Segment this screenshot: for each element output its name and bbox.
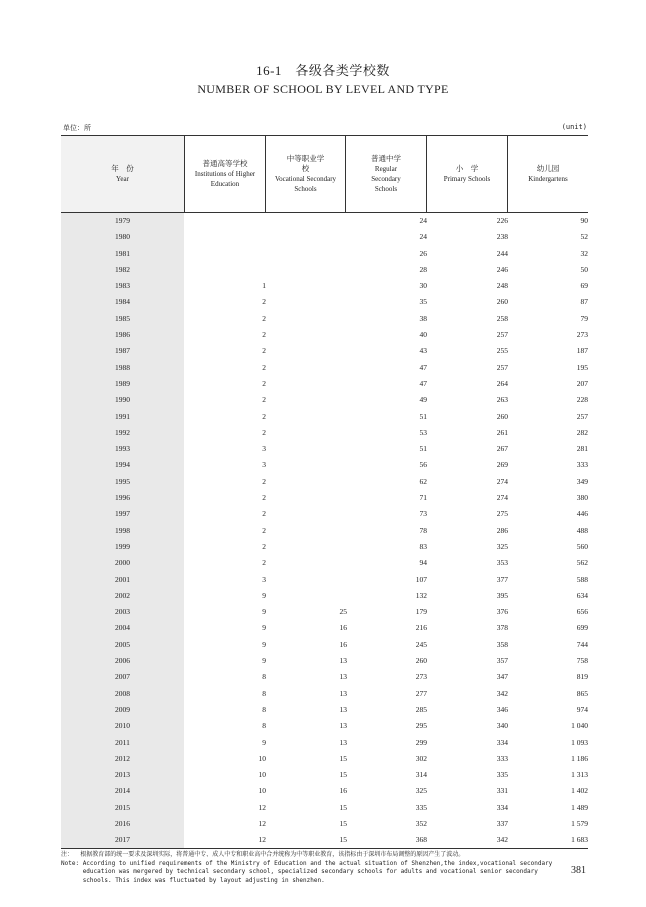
- cell-regular: 56: [419, 460, 427, 470]
- cell-higher: 9: [262, 607, 266, 617]
- cell-vocational: 15: [339, 818, 347, 828]
- cell-primary: 261: [496, 427, 508, 437]
- cell-kindergarten: 758: [576, 656, 588, 666]
- table-row: [61, 718, 588, 734]
- header-year-en: Year: [116, 175, 129, 183]
- cell-primary: 274: [496, 493, 508, 503]
- cell-kindergarten: 1 040: [571, 721, 588, 731]
- cell-year: 2008: [115, 688, 130, 698]
- cell-kindergarten: 187: [576, 346, 588, 356]
- header-regular-en: Regular Secondary Schools: [371, 165, 401, 193]
- cell-year: 1985: [115, 313, 130, 323]
- cell-kindergarten: 69: [580, 281, 588, 291]
- cell-year: 2009: [115, 704, 130, 714]
- cell-regular: 352: [415, 818, 427, 828]
- cell-primary: 334: [496, 737, 508, 747]
- cell-kindergarten: 207: [576, 378, 588, 388]
- table-row: [61, 409, 588, 425]
- header-year-cn: 年 份: [111, 164, 134, 173]
- cell-higher: 9: [262, 639, 266, 649]
- cell-year: 1979: [115, 216, 130, 225]
- cell-primary: 275: [496, 509, 508, 519]
- cell-higher: 10: [258, 786, 266, 796]
- table-row: [61, 490, 588, 506]
- cell-regular: 38: [419, 313, 427, 323]
- cell-higher: 2: [262, 378, 266, 388]
- cell-regular: 302: [415, 753, 427, 763]
- table-row: [61, 572, 588, 588]
- cell-kindergarten: 588: [576, 574, 588, 584]
- table-row: [61, 702, 588, 718]
- cell-higher: 9: [262, 656, 266, 666]
- cell-regular: 132: [415, 590, 427, 600]
- cell-regular: 285: [415, 704, 427, 714]
- cell-year: 2013: [115, 770, 130, 780]
- cell-kindergarten: 699: [576, 623, 588, 633]
- cell-primary: 257: [496, 330, 508, 340]
- cell-year: 2017: [115, 835, 130, 845]
- cell-regular: 43: [419, 346, 427, 356]
- cell-regular: 49: [419, 395, 427, 405]
- cell-kindergarten: 349: [576, 476, 588, 486]
- cell-primary: 377: [496, 574, 508, 584]
- note-label-cn: 注：: [61, 851, 74, 858]
- cell-primary: 357: [496, 656, 508, 666]
- cell-higher: 2: [262, 493, 266, 503]
- cell-higher: 2: [262, 427, 266, 437]
- table-row: [61, 246, 588, 262]
- cell-regular: 24: [419, 232, 427, 242]
- cell-primary: 264: [496, 378, 508, 388]
- table-row: [61, 457, 588, 473]
- cell-regular: 71: [419, 493, 427, 503]
- cell-year: 1986: [115, 330, 130, 340]
- cell-year: 1995: [115, 476, 130, 486]
- cell-higher: 1: [262, 281, 266, 291]
- cell-primary: 255: [496, 346, 508, 356]
- cell-higher: 12: [258, 802, 266, 812]
- cell-regular: 94: [419, 558, 427, 568]
- cell-higher: 2: [262, 558, 266, 568]
- cell-vocational: 25: [339, 607, 347, 617]
- cell-kindergarten: 446: [576, 509, 588, 519]
- header-regular: [346, 136, 426, 212]
- cell-year: 2001: [115, 574, 130, 584]
- cell-year: 1981: [115, 248, 130, 258]
- table-row: [61, 262, 588, 278]
- cell-regular: 53: [419, 427, 427, 437]
- cell-regular: 314: [415, 770, 427, 780]
- cell-regular: 260: [415, 656, 427, 666]
- cell-higher: 2: [262, 330, 266, 340]
- cell-higher: 2: [262, 509, 266, 519]
- cell-year: 1993: [115, 444, 130, 454]
- cell-primary: 378: [496, 623, 508, 633]
- cell-kindergarten: 1 093: [571, 737, 588, 747]
- cell-kindergarten: 488: [576, 525, 588, 535]
- header-higher-cn: 普通高等学校: [202, 159, 248, 168]
- cell-regular: 28: [419, 264, 427, 274]
- cell-primary: 358: [496, 639, 508, 649]
- table-title-cn: 16-1 各级各类学校数: [256, 63, 390, 78]
- cell-vocational: 13: [339, 656, 347, 666]
- cell-primary: 340: [496, 721, 508, 731]
- cell-kindergarten: 562: [576, 558, 588, 568]
- cell-primary: 263: [496, 395, 508, 405]
- cell-kindergarten: 87: [580, 297, 588, 307]
- cell-higher: 10: [258, 770, 266, 780]
- cell-regular: 62: [419, 476, 427, 486]
- header-kindergarten-cn: 幼儿园: [536, 164, 560, 173]
- cell-kindergarten: 865: [576, 688, 588, 698]
- cell-primary: 395: [496, 590, 508, 600]
- table-body: [61, 213, 588, 849]
- cell-kindergarten: 1 579: [571, 818, 588, 828]
- header-primary-en: Primary Schools: [443, 175, 491, 183]
- cell-primary: 244: [496, 248, 508, 258]
- header-primary-cn: 小 学: [455, 164, 479, 173]
- cell-kindergarten: 195: [576, 362, 588, 372]
- footnote: [61, 851, 561, 885]
- table-row: [61, 392, 588, 408]
- cell-regular: 368: [415, 835, 427, 845]
- cell-kindergarten: 273: [576, 330, 588, 340]
- table-row: [61, 555, 588, 571]
- cell-regular: 47: [419, 378, 427, 388]
- cell-year: 2002: [115, 590, 130, 600]
- cell-vocational: 16: [339, 786, 347, 796]
- cell-regular: 24: [419, 216, 427, 225]
- cell-primary: 334: [496, 802, 508, 812]
- cell-higher: 3: [262, 460, 266, 470]
- table-row: [61, 474, 588, 490]
- cell-higher: 2: [262, 525, 266, 535]
- header-vocational: [266, 136, 345, 212]
- cell-higher: 2: [262, 411, 266, 421]
- cell-regular: 40: [419, 330, 427, 340]
- cell-higher: 9: [262, 623, 266, 633]
- cell-regular: 30: [419, 281, 427, 291]
- cell-year: 2012: [115, 753, 130, 763]
- cell-primary: 226: [496, 216, 508, 225]
- cell-vocational: 15: [339, 770, 347, 780]
- table-row: [61, 376, 588, 392]
- cell-higher: 2: [262, 541, 266, 551]
- cell-primary: 238: [496, 232, 508, 242]
- header-kindergarten-en: Kindergartens: [528, 175, 568, 183]
- cell-regular: 179: [415, 607, 427, 617]
- header-higher: [185, 136, 265, 212]
- cell-year: 2015: [115, 802, 130, 812]
- table-row: [61, 604, 588, 620]
- cell-higher: 8: [262, 704, 266, 714]
- table-row: [61, 278, 588, 294]
- cell-year: 2014: [115, 786, 130, 796]
- cell-year: 2005: [115, 639, 130, 649]
- cell-vocational: 15: [339, 753, 347, 763]
- table-row: [61, 311, 588, 327]
- cell-primary: 342: [496, 688, 508, 698]
- cell-vocational: 15: [339, 802, 347, 812]
- cell-year: 2010: [115, 721, 130, 731]
- note-text-cn: 根据教育部的统一要求及深圳实际，将普通中专、成人中专和职业高中合并统称为中等职业教育，该指标由于深圳市布局调整的原因产生了波动。: [80, 851, 465, 858]
- cell-regular: 335: [415, 802, 427, 812]
- cell-primary: 260: [496, 411, 508, 421]
- cell-kindergarten: 634: [576, 590, 588, 600]
- table-row: [61, 425, 588, 441]
- cell-vocational: 13: [339, 721, 347, 731]
- cell-kindergarten: 79: [580, 313, 588, 323]
- table-row: [61, 767, 588, 783]
- cell-kindergarten: 1 313: [571, 770, 588, 780]
- cell-primary: 248: [496, 281, 508, 291]
- table-row: [61, 506, 588, 522]
- cell-kindergarten: 333: [576, 460, 588, 470]
- cell-kindergarten: 90: [580, 216, 588, 225]
- cell-primary: 258: [496, 313, 508, 323]
- table-row: [61, 669, 588, 685]
- cell-year: 2016: [115, 818, 130, 828]
- cell-regular: 73: [419, 509, 427, 519]
- cell-higher: 10: [258, 753, 266, 763]
- table-row: [61, 539, 588, 555]
- cell-regular: 295: [415, 721, 427, 731]
- cell-primary: 269: [496, 460, 508, 470]
- cell-regular: 47: [419, 362, 427, 372]
- cell-regular: 51: [419, 444, 427, 454]
- cell-higher: 12: [258, 835, 266, 845]
- table-row: [61, 229, 588, 245]
- table-row: [61, 816, 588, 832]
- header-year: [61, 136, 184, 212]
- cell-year: 1998: [115, 525, 130, 535]
- cell-year: 1994: [115, 460, 130, 470]
- cell-vocational: 13: [339, 688, 347, 698]
- cell-regular: 277: [415, 688, 427, 698]
- cell-year: 2007: [115, 672, 130, 682]
- note-label-en: Note:: [61, 859, 80, 867]
- cell-regular: 216: [415, 623, 427, 633]
- cell-year: 1992: [115, 427, 130, 437]
- cell-higher: 2: [262, 313, 266, 323]
- cell-primary: 286: [496, 525, 508, 535]
- table-row: [61, 620, 588, 636]
- cell-higher: 9: [262, 590, 266, 600]
- cell-primary: 333: [496, 753, 508, 763]
- cell-year: 1999: [115, 541, 130, 551]
- cell-higher: 3: [262, 444, 266, 454]
- header-vocational-cn: 中等职业学校: [286, 154, 325, 173]
- cell-year: 1988: [115, 362, 130, 372]
- cell-vocational: 13: [339, 704, 347, 714]
- cell-kindergarten: 32: [580, 248, 588, 258]
- cell-year: 1984: [115, 297, 130, 307]
- cell-primary: 257: [496, 362, 508, 372]
- cell-vocational: 16: [339, 639, 347, 649]
- cell-regular: 245: [415, 639, 427, 649]
- cell-vocational: 13: [339, 672, 347, 682]
- cell-vocational: 15: [339, 835, 347, 845]
- cell-year: 1980: [115, 232, 130, 242]
- cell-primary: 337: [496, 818, 508, 828]
- table-row: [61, 800, 588, 816]
- header-regular-cn: 普通中学: [371, 154, 401, 163]
- cell-primary: 325: [496, 541, 508, 551]
- cell-year: 1983: [115, 281, 130, 291]
- header-primary: [427, 136, 507, 212]
- cell-kindergarten: 1 186: [571, 753, 588, 763]
- cell-kindergarten: 1 402: [571, 786, 588, 796]
- note-text-en: According to unified requirements of the Ministry of Education and the actual situation of Shenzhen,the index,vocational secondary education was mergered by technical secondary school, specialized secondary schools for adults and vocational senior secondary schools. This index was fluctuated by layout adjusting in shenzhen.: [82, 859, 553, 884]
- cell-kindergarten: 50: [580, 264, 588, 274]
- unit-label-en: (unit): [561, 123, 587, 131]
- cell-kindergarten: 281: [576, 444, 588, 454]
- table-row: [61, 653, 588, 669]
- cell-kindergarten: 744: [576, 639, 588, 649]
- cell-primary: 267: [496, 444, 508, 454]
- table-row: [61, 637, 588, 653]
- cell-year: 2004: [115, 623, 130, 633]
- cell-year: 2006: [115, 656, 130, 666]
- cell-kindergarten: 380: [576, 493, 588, 503]
- cell-kindergarten: 228: [576, 395, 588, 405]
- cell-higher: 8: [262, 672, 266, 682]
- cell-higher: 3: [262, 574, 266, 584]
- table-row: [61, 523, 588, 539]
- cell-primary: 246: [496, 264, 508, 274]
- cell-primary: 376: [496, 607, 508, 617]
- cell-kindergarten: 819: [576, 672, 588, 682]
- cell-year: 1989: [115, 378, 130, 388]
- cell-vocational: 16: [339, 623, 347, 633]
- cell-year: 1997: [115, 509, 130, 519]
- table-row: [61, 360, 588, 376]
- cell-higher: 2: [262, 346, 266, 356]
- table-row: [61, 327, 588, 343]
- unit-label-cn: 单位：所: [63, 124, 91, 132]
- cell-kindergarten: 974: [576, 704, 588, 714]
- cell-primary: 347: [496, 672, 508, 682]
- cell-higher: 2: [262, 476, 266, 486]
- cell-kindergarten: 282: [576, 427, 588, 437]
- cell-regular: 26: [419, 248, 427, 258]
- cell-vocational: 13: [339, 737, 347, 747]
- table-row: [61, 294, 588, 310]
- table-row: [61, 735, 588, 751]
- cell-kindergarten: 52: [580, 232, 588, 242]
- cell-regular: 78: [419, 525, 427, 535]
- cell-regular: 273: [415, 672, 427, 682]
- cell-kindergarten: 1 489: [571, 802, 588, 812]
- cell-year: 2000: [115, 558, 130, 568]
- cell-primary: 274: [496, 476, 508, 486]
- table-title-en: NUMBER OF SCHOOL BY LEVEL AND TYPE: [197, 82, 449, 96]
- cell-regular: 299: [415, 737, 427, 747]
- table-row: [61, 686, 588, 702]
- cell-primary: 335: [496, 770, 508, 780]
- table-row: [61, 588, 588, 604]
- cell-regular: 35: [419, 297, 427, 307]
- cell-primary: 331: [496, 786, 508, 796]
- cell-regular: 83: [419, 541, 427, 551]
- table-row: [61, 751, 588, 767]
- cell-higher: 2: [262, 362, 266, 372]
- cell-higher: 12: [258, 818, 266, 828]
- cell-kindergarten: 656: [576, 607, 588, 617]
- cell-year: 2011: [115, 737, 130, 747]
- cell-regular: 51: [419, 411, 427, 421]
- cell-year: 1990: [115, 395, 130, 405]
- table-row: [61, 441, 588, 457]
- cell-primary: 342: [496, 835, 508, 845]
- table-row: [61, 343, 588, 359]
- cell-primary: 353: [496, 558, 508, 568]
- header-kindergarten: [508, 136, 588, 212]
- table-row: [61, 213, 588, 229]
- table-row: [61, 832, 588, 848]
- cell-higher: 8: [262, 688, 266, 698]
- cell-kindergarten: 257: [576, 411, 588, 421]
- cell-higher: 2: [262, 395, 266, 405]
- cell-higher: 2: [262, 297, 266, 307]
- cell-primary: 260: [496, 297, 508, 307]
- cell-kindergarten: 560: [576, 541, 588, 551]
- cell-year: 1996: [115, 493, 130, 503]
- cell-regular: 107: [415, 574, 427, 584]
- cell-higher: 8: [262, 721, 266, 731]
- page-number: 381: [571, 865, 586, 876]
- table-row: [61, 783, 588, 799]
- cell-higher: 9: [262, 737, 266, 747]
- cell-regular: 325: [415, 786, 427, 796]
- header-higher-en: Institutions of Higher Education: [194, 170, 256, 188]
- header-vocational-en: Vocational Secondary Schools: [274, 175, 337, 193]
- cell-primary: 346: [496, 704, 508, 714]
- cell-year: 1982: [115, 264, 130, 274]
- cell-kindergarten: 1 683: [571, 835, 588, 845]
- cell-year: 2003: [115, 607, 130, 617]
- cell-year: 1991: [115, 411, 130, 421]
- cell-year: 1987: [115, 346, 130, 356]
